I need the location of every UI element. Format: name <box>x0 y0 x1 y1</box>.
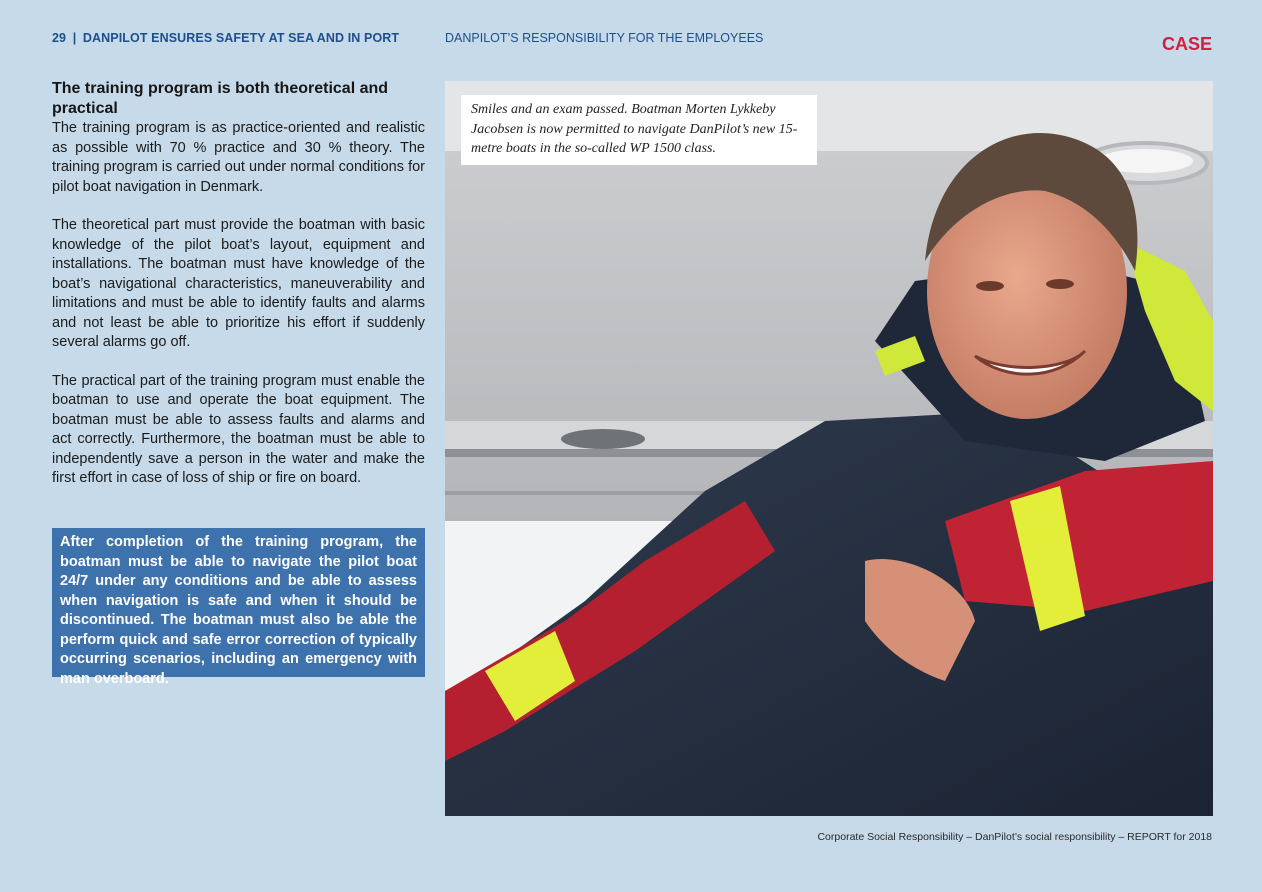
photo-caption: Smiles and an exam passed. Boatman Morten Lykkeby Jacobsen is now permitted to navigate DanPilot’s new 15- metre boats in the so-called WP 1500 class. <box>461 95 817 165</box>
paragraph-theory: The theoretical part must provide the boatman with basic knowledge of the pilot boat’s layout, equipment and installations. The boatman must have knowledge of the boat’s navigational characteristics, maneuverability and limitations and must be able to identify faults and alarms and not least be able to prioritize his effort if suddenly several alarms go off. <box>52 217 425 350</box>
section-title: DANPILOT ENSURES SAFETY AT SEA AND IN PORT <box>82 31 400 45</box>
header-separator: | <box>72 31 77 45</box>
paragraph-practice: The practical part of the training program must enable the boatman to use and operate the boat equipment. The boatman must be able to assess faults and alarms and act correctly. Furthermore, the boatman must be able to independently save a person in the water and make the first effort in case of loss of ship or fire on board. <box>52 372 425 486</box>
article-body <box>52 79 425 508</box>
paragraph-intro: The training program is as practice-oriented and realistic as possible with 70 % practice and 30 % theory. The training program is carried out under normal conditions for pilot boat navigation in Denmark. <box>52 120 425 195</box>
page-number: 29 <box>52 31 67 45</box>
page-footer: Corporate Social Responsibility – DanPilot’s social responsibility – REPORT for 2018 <box>817 831 1212 843</box>
boatman-illustration <box>445 81 1213 816</box>
case-label: CASE <box>1161 34 1212 54</box>
highlight-box: After completion of the training program, the boatman must be able to navigate the pilot boat 24/7 under any conditions and be able to assess when navigation is safe and when it should be discontinued. The boatman must also be able the perform quick and safe error correction of typically occurring scenarios, including an emergency with man overboard. <box>52 528 425 677</box>
boatman-photo <box>445 81 1213 816</box>
subsection-title: DANPILOT’S RESPONSIBILITY FOR THE EMPLOYEES <box>445 31 764 45</box>
running-header-section <box>52 31 399 45</box>
article-heading: The training program is both theoretical and practical <box>52 80 389 117</box>
